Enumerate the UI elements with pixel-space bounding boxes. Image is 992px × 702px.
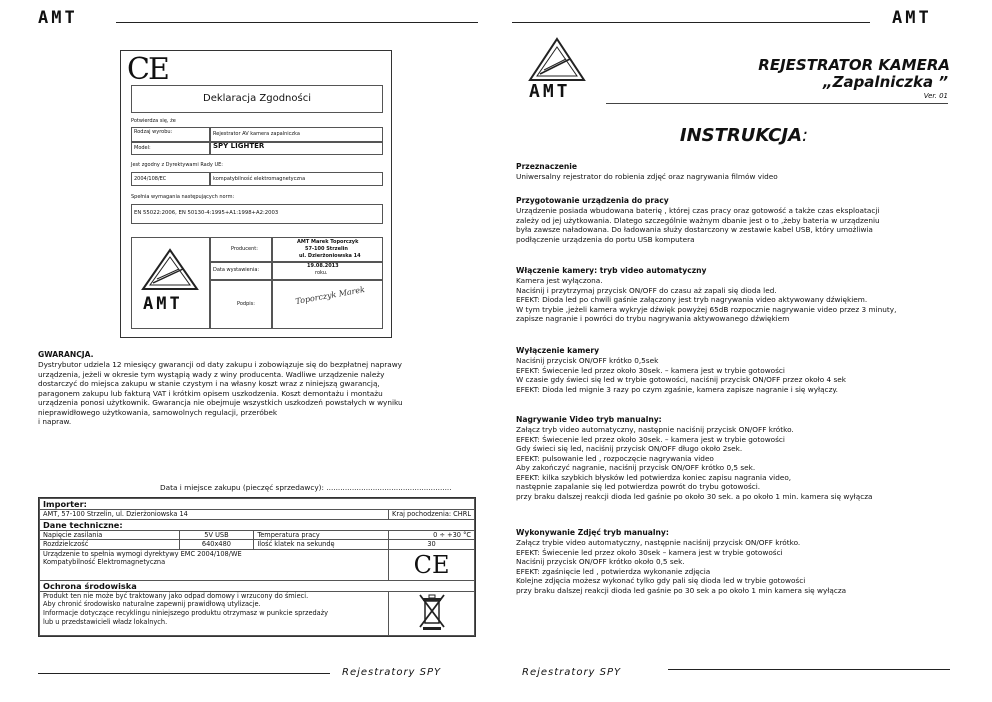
amt-logo-right: AMT xyxy=(892,8,932,28)
section-line: W czasie gdy świeci się led w trybie gotowości, naciśnij przycisk ON/OFF przez około 4 sek xyxy=(516,375,846,384)
model-label: Model: xyxy=(134,145,151,151)
section-title: Nagrywanie Video tryb manualny: xyxy=(516,415,662,424)
product-subtitle: „Zapalniczka ” xyxy=(822,73,948,91)
product-title: REJESTRATOR KAMERA xyxy=(758,56,950,74)
producer-vline2 xyxy=(271,237,273,329)
env-line: Informacje dotyczące recyklingu niniejszego produktu otrzymasz w punkcie sprzedaży xyxy=(43,608,329,617)
norms-value: EN 55022:2006, EN 50130-4:1995+A1:1998+A2:2003 xyxy=(134,210,279,216)
right-page xyxy=(496,0,992,702)
producer-line-2: 57-100 Strzelin xyxy=(305,246,348,252)
section-title: Przeznaczenie xyxy=(516,162,578,171)
device-label: Rodzaj wyrobu: xyxy=(134,129,173,135)
warranty-line: urządzenia ponosi użytkownik. Gwarancja nie obejmuje wszystkich uszkodzeń powstałych w wyniku xyxy=(38,398,403,407)
section-title: Wyłączenie kamery xyxy=(516,346,600,355)
section-line: przy braku dalszej reakcji dioda led gaśnie po około 30 sek. a po około 1 min. kamera się wyłącza xyxy=(516,491,873,501)
producer-label: Producent: xyxy=(231,246,258,252)
confirm-label: Potwierdza się, że xyxy=(131,118,176,124)
directive-code: 2004/108/EC xyxy=(134,176,167,182)
instructions-title: INSTRUKCJA xyxy=(679,125,803,146)
importer-label: Importer xyxy=(43,499,84,509)
section-line: następnie zapalanie się led potwierdza powrót do trybu gotowości. xyxy=(516,482,761,491)
footer-rule-right xyxy=(668,669,950,670)
footer-rule-left xyxy=(38,673,330,674)
declaration-box xyxy=(120,50,392,338)
device-value: Rejestrator AV kamera zapalniczka xyxy=(213,131,300,137)
section-title: Przygotowanie urządzenia do pracy xyxy=(516,196,669,205)
instructions-colon: : xyxy=(802,125,809,146)
section-line: Aby zakończyć nagranie, naciśnij przycisk ON/OFF krótko 0,5 sek. xyxy=(516,463,756,472)
section-title: Wykonywanie Zdjęć tryb manualny: xyxy=(516,528,669,537)
amt-logo-declaration: AMT xyxy=(143,294,183,314)
env-line: Aby chronić środowisko naturalne zapewnij prawidłową utylizacje. xyxy=(43,600,261,609)
sign-label: Podpis: xyxy=(237,301,255,307)
footer-right: Rejestratory SPY xyxy=(522,667,622,678)
env-line: lub u przedstawicieli władz lokalnych. xyxy=(43,617,168,626)
section-line: Gdy świeci się led, naciśnij przycisk ON/OFF długo około 2sek. xyxy=(516,444,743,453)
date-label: Data wystawienia: xyxy=(213,267,260,273)
device-vline xyxy=(209,127,211,155)
section-line: EFEKT: Dioda led mignie 3 razy po czym zgaśnie, kamera zapisze nagranie i się wyłączy. xyxy=(516,384,838,394)
section-line: EFEKT: Świecenie led przez około 30sek. – kamera jest w trybie gotowości xyxy=(516,434,785,444)
section-power-on xyxy=(516,266,896,324)
spec-cell: 5V USB xyxy=(179,530,254,540)
header-rule-right xyxy=(512,22,870,23)
section-line: EFEKT: zgaśnięcie led , potwierdza wykonanie zdjęcia xyxy=(516,566,711,576)
section-line: EFEKT: Świecenie led przez około 30sek – kamera jest w trybie gotowości xyxy=(516,547,783,557)
instructions-heading xyxy=(496,125,992,146)
section-photo-manual xyxy=(516,528,846,595)
producer-hline2 xyxy=(209,279,383,281)
section-line: była zawsze naładowana. Do ładowania służy dostarczony w zestawie kabel USB, który umożliwia xyxy=(516,225,873,234)
section-power-off xyxy=(516,346,846,394)
env-line: Produkt ten nie może być traktowany jako odpad domowy i wrzucony do śmieci. xyxy=(43,591,309,600)
amt-emblem-declaration xyxy=(139,247,201,293)
importer-table: Importer: AMT, 57-100 Strzelin, ul. Dzierżoniowska 14 Kraj pochodzenia: CHRL Dane techniczne: Napięcie zasilania 5V USB Temperatura pracy 0 ÷ +30 °C Rozdzielczość 640x480 Ilość klatek na sekundę 30 Urządzenie to spełnia wymogi dyrektywy EMC 2004/108/WE Kompatybilność Elektromagnetyczna CE Ochrona środowiska Produkt ten nie może być traktowany jako odpad domowy i wrzucony do śmieci. Aby chronić środowisko naturalne zapewnij prawidłową utylizacje. Informacje dotyczące recyklingu niniejszego produktu otrzymasz w punkcie sprzedaży lub u przedstawicieli władz lokalnych. xyxy=(38,497,476,637)
section-title: Włączenie kamery: tryb video automatyczny xyxy=(516,266,707,275)
section-line: Kolejne zdjęcia możesz wykonać tylko gdy pali się dioda led w trybie gotowości xyxy=(516,576,806,585)
producer-line-3: ul. Dzierżoniowska 14 xyxy=(299,253,361,259)
model-value: SPY LIGHTER xyxy=(213,142,265,150)
section-line: przy braku dalszej reakcji dioda led gaśnie po 30 sek a po około 1 min kamera się wyłącza xyxy=(516,585,847,595)
section-line: Urządzenie posiada wbudowana baterię , której czas pracy oraz gotowość a także czas eksploatacji xyxy=(516,206,880,215)
section-line: zapisze nagranie i powróci do trybu nagrywania aktywowanego dźwiękiem xyxy=(516,314,790,323)
directive-vline xyxy=(209,172,211,186)
directive-label: Jest zgodny z Dyrektywami Rady UE: xyxy=(131,162,223,168)
footer-left: Rejestratory SPY xyxy=(342,667,442,678)
emc-line: Urządzenie to spełnia wymogi dyrektywy EMC 2004/108/WE xyxy=(43,549,242,558)
section-line: Uniwersalny rejestrator do robienia zdjęć oraz nagrywania filmów video xyxy=(516,172,778,181)
norms-label: Spełnia wymagania następujących norm: xyxy=(131,194,235,200)
date-line-2: roku. xyxy=(315,270,328,276)
section-line: Załącz trybie video automatyczny, następnie naciśnij przycisk ON/OFF krótko. xyxy=(516,538,801,547)
env-label: Ochrona środowiska xyxy=(40,580,475,591)
header-rule-left xyxy=(116,22,478,23)
spec-cell: 0 ÷ +30 °C xyxy=(389,530,475,540)
section-video-manual xyxy=(516,415,873,501)
directive-value: kompatybilność elektromagnetyczna xyxy=(213,176,306,182)
section-line: Naciśnij przycisk ON/OFF krótko 0,5sek xyxy=(516,356,659,365)
purchase-line: Data i miejsce zakupu (pieczęć sprzedawcy): ...................................................... xyxy=(160,483,452,492)
spec-cell: 640x480 xyxy=(179,540,254,550)
date-line-1: 19.08.2013 xyxy=(307,263,339,269)
emc-line: Kompatybilność Elektromagnetyczna xyxy=(43,558,166,567)
producer-vline xyxy=(209,237,211,329)
amt-emblem xyxy=(526,36,588,84)
producer-hline1 xyxy=(209,261,383,263)
producer-line-1: AMT Marek Toporczyk xyxy=(297,239,359,245)
signature: Toporczyk Marek xyxy=(294,284,366,307)
section-line: EFEKT: kilka szybkich błysków led potwierdza koniec zapisu nagrania video, xyxy=(516,472,792,482)
section-line: podłączenie urządzenia do portu USB komputera xyxy=(516,234,695,244)
warranty-line: Dystrybutor udziela 12 miesięcy gwarancji od daty zakupu i zobowiązuje się do bezpłatnej naprawy xyxy=(38,360,402,369)
section-line: Naciśnij i przytrzymaj przycisk ON/OFF do czasu aż zapali się dioda led. xyxy=(516,285,777,295)
section-line: EFEKT: Dioda led po chwili gaśnie załączony jest tryb nagrywania video aktywowany dźwiękiem. xyxy=(516,295,868,304)
section-purpose xyxy=(516,162,778,182)
origin-country: Kraj pochodzenia: CHRL xyxy=(389,510,475,520)
spec-cell: 30 xyxy=(389,540,475,550)
section-line: Kamera jest wyłączona. xyxy=(516,276,603,285)
section-line: Naciśnij przycisk ON/OFF krótko około 0,5 sek. xyxy=(516,557,685,566)
warranty-line: paragonem zakupu lub fakturą VAT i krótkim opisem uszkodzenia. Koszt demontażu i montażu xyxy=(38,388,383,398)
warranty-section: GWARANCJA. Dystrybutor udziela 12 miesięcy gwarancji od daty zakupu i zobowiązuje się do bezpłatnej naprawy urządzenia, jeżeli w okresie tym wystąpią wady z winy producenta. Wadliwe urządzenie należy dostarczyć do miejsca zakupu w stanie czystym i na własny koszt wraz z niniejszą gwarancją, paragonem zakupu lub fakturą VAT i krótkim opisem uszkodzenia. Koszt demontażu i montażu urządzenia ponosi użytkownik. Gwarancja nie obejmuje wszystkich uszkodzeń powstałych w wyniku nieprawidłowego użytkowania, samowolnych regulacji, przeróbek i napraw. xyxy=(38,350,478,427)
section-line: EFEKT: Świecenie led przez około 30sek. – kamera jest w trybie gotowości xyxy=(516,365,785,375)
ce-mark-small: CE xyxy=(389,549,475,580)
spec-cell: Rozdzielczość xyxy=(40,540,180,550)
warranty-line: dostarczyć do miejsca zakupu w stanie czystym i na własny koszt wraz z niniejszą gwarancją, xyxy=(38,379,380,388)
ce-mark-large: CE xyxy=(127,52,168,87)
section-line: W tym trybie ,jeżeli kamera wykryje dźwięk powyżej 65dB rozpocznie nagrywanie video przez 3 minuty, xyxy=(516,304,897,314)
warranty-line: i napraw. xyxy=(38,417,72,426)
tech-label: Dane techniczne xyxy=(43,519,120,530)
spec-cell: Napięcie zasilania xyxy=(40,530,180,540)
version-label: Ver. 01 xyxy=(923,92,948,100)
title-rule xyxy=(606,103,948,104)
spec-cell: Temperatura pracy xyxy=(254,530,389,540)
section-preparation xyxy=(516,196,880,244)
warranty-title: GWARANCJA xyxy=(38,350,91,359)
importer-address: AMT, 57-100 Strzelin, ul. Dzierżoniowska 14 xyxy=(40,510,389,520)
warranty-line: nieprawidłowego użytkowania, samowolnych regulacji, przeróbek xyxy=(38,407,278,417)
section-line: EFEKT: pulsowanie led , rozpoczęcie nagrywania video xyxy=(516,453,714,463)
warranty-line: urządzenia, jeżeli w okresie tym wystąpią wady z winy producenta. Wadliwe urządzenie należy xyxy=(38,369,385,379)
weee-bin-icon xyxy=(389,591,475,635)
section-line: Załącz tryb video automatyczny, następnie naciśnij przycisk ON/OFF krótko. xyxy=(516,425,794,434)
section-line: zależy od jej użytkowania. Dlatego szczególnie ważnym dbanie jest o to ,żeby bateria w urządzeniu xyxy=(516,215,880,225)
spec-cell: Ilość klatek na sekundę xyxy=(254,540,389,550)
amt-emblem-text: AMT xyxy=(529,81,571,102)
amt-logo-left: AMT xyxy=(38,8,78,28)
declaration-title: Deklaracja Zgodności xyxy=(203,93,311,104)
